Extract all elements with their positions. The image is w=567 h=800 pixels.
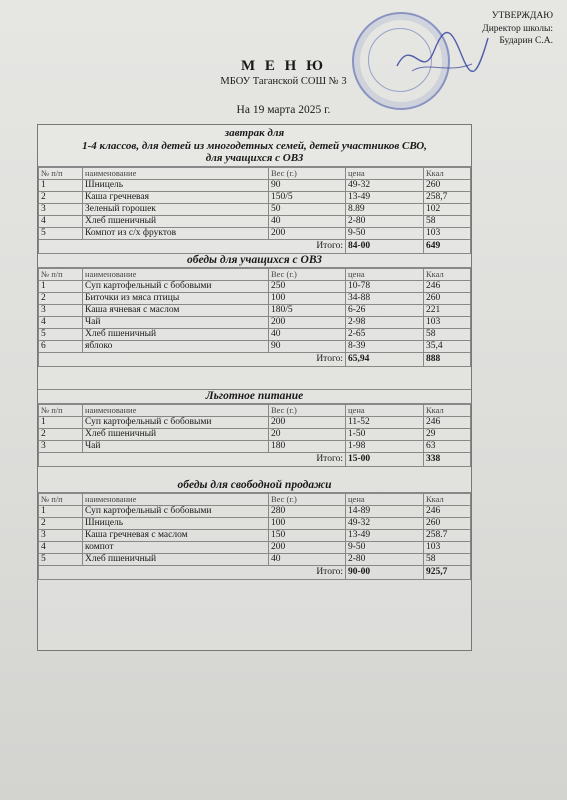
table-cell: 258.7 — [424, 529, 471, 541]
table-row — [39, 304, 471, 316]
table-cell: 11-52 — [346, 416, 424, 428]
section-title-line: завтрак для — [224, 127, 285, 139]
menu-date: На 19 марта 2025 г. — [236, 104, 331, 116]
table-cell: 200 — [269, 227, 346, 239]
table-cell: 2-98 — [346, 316, 424, 328]
table-cell: 260 — [424, 179, 471, 191]
column-header: Ккал — [424, 493, 471, 505]
table-cell: 20 — [269, 428, 346, 440]
table-cell: Биточки из мяса птицы — [83, 292, 269, 304]
section-title-line: 1-4 классов, для детей из многодетных семей, детей участников СВО, — [82, 139, 427, 152]
table-cell: 29 — [424, 428, 471, 440]
table-cell: 13-49 — [346, 529, 424, 541]
table-cell: 1 — [39, 179, 83, 191]
table-cell: 40 — [269, 553, 346, 565]
section-title-line: для учащихся с ОВЗ — [205, 152, 304, 164]
table-cell: 280 — [269, 505, 346, 517]
table-cell: 4 — [39, 215, 83, 227]
table-cell: 2 — [39, 517, 83, 529]
table-row — [39, 215, 471, 227]
column-header: цена — [346, 404, 424, 416]
table-cell: 8-39 — [346, 340, 424, 352]
table-cell: Суп картофельный с бобовыми — [83, 280, 269, 292]
table-cell: 3 — [39, 203, 83, 215]
table-cell: Чай — [83, 440, 269, 452]
table-cell: 4 — [39, 316, 83, 328]
table-cell: 9-50 — [346, 541, 424, 553]
section-gap — [38, 367, 471, 390]
table-cell: 2-65 — [346, 328, 424, 340]
total-kcal: 925,7 — [424, 565, 471, 579]
table-row — [39, 203, 471, 215]
table-cell: 58 — [424, 328, 471, 340]
table-cell: 90 — [269, 340, 346, 352]
column-header: цена — [346, 167, 424, 179]
total-row — [39, 565, 471, 579]
table-cell: 260 — [424, 292, 471, 304]
section-title — [38, 390, 471, 404]
table-row — [39, 292, 471, 304]
total-row — [39, 239, 471, 253]
table-cell: 8.89 — [346, 203, 424, 215]
table-row — [39, 280, 471, 292]
table-cell: 246 — [424, 280, 471, 292]
column-header: наименование — [83, 493, 269, 505]
total-row — [39, 452, 471, 466]
section-title — [38, 254, 471, 268]
total-price: 65,94 — [346, 352, 424, 366]
column-header: наименование — [83, 404, 269, 416]
table-cell: компот — [83, 541, 269, 553]
table-cell: 40 — [269, 328, 346, 340]
table-cell: 200 — [269, 541, 346, 553]
total-label: Итого: — [39, 239, 346, 253]
table-cell: 103 — [424, 541, 471, 553]
table-cell: 260 — [424, 517, 471, 529]
table-cell: 221 — [424, 304, 471, 316]
approval-line: Бударин С.А. — [499, 36, 553, 46]
table-cell: 90 — [269, 179, 346, 191]
total-row — [39, 352, 471, 366]
table-cell: 150 — [269, 529, 346, 541]
total-price: 84-00 — [346, 239, 424, 253]
section-gap — [38, 467, 471, 479]
table-cell: 14-89 — [346, 505, 424, 517]
table-cell: яблоко — [83, 340, 269, 352]
table-cell: 103 — [424, 227, 471, 239]
section-title — [38, 125, 471, 167]
table-cell: 200 — [269, 416, 346, 428]
table-cell: 200 — [269, 316, 346, 328]
table-row — [39, 227, 471, 239]
total-price: 15-00 — [346, 452, 424, 466]
table-cell: 2-80 — [346, 553, 424, 565]
table-cell: 103 — [424, 316, 471, 328]
school-name: МБОУ Таганской СОШ № 3 — [220, 76, 347, 87]
section-title-line: обеды для свободной продажи — [177, 478, 332, 491]
menu-title: М Е Н Ю — [241, 58, 326, 74]
table-cell: 49-32 — [346, 179, 424, 191]
table-cell: 150/5 — [269, 191, 346, 203]
table-cell: 58 — [424, 553, 471, 565]
menu-table — [38, 167, 471, 254]
table-cell: Хлеб пшеничный — [83, 553, 269, 565]
column-header: Вес (г.) — [269, 167, 346, 179]
table-cell: 50 — [269, 203, 346, 215]
approval-block — [482, 10, 553, 48]
column-header: наименование — [83, 268, 269, 280]
table-row — [39, 541, 471, 553]
table-cell: 1-50 — [346, 428, 424, 440]
menu-table — [38, 404, 471, 467]
menu-table — [38, 493, 471, 580]
table-cell: 5 — [39, 227, 83, 239]
table-cell: 35,4 — [424, 340, 471, 352]
table-row — [39, 316, 471, 328]
table-cell: 3 — [39, 304, 83, 316]
table-row — [39, 416, 471, 428]
total-kcal: 338 — [424, 452, 471, 466]
table-cell: Каша гречневая с маслом — [83, 529, 269, 541]
table-cell: 180/5 — [269, 304, 346, 316]
table-row — [39, 191, 471, 203]
table-cell: Каша гречневая — [83, 191, 269, 203]
column-header: цена — [346, 493, 424, 505]
table-cell: Зеленый горошек — [83, 203, 269, 215]
table-cell: 2 — [39, 191, 83, 203]
column-header: Ккал — [424, 268, 471, 280]
table-cell: Каша ячневая с маслом — [83, 304, 269, 316]
table-cell: Хлеб пшеничный — [83, 215, 269, 227]
table-row — [39, 440, 471, 452]
table-cell: 6 — [39, 340, 83, 352]
table-row — [39, 505, 471, 517]
table-cell: 4 — [39, 541, 83, 553]
table-row — [39, 553, 471, 565]
table-cell: 102 — [424, 203, 471, 215]
table-cell: 246 — [424, 416, 471, 428]
column-header: наименование — [83, 167, 269, 179]
table-cell: 6-26 — [346, 304, 424, 316]
table-cell: 5 — [39, 328, 83, 340]
table-cell: 13-49 — [346, 191, 424, 203]
table-cell: Шницель — [83, 179, 269, 191]
table-cell: Чай — [83, 316, 269, 328]
column-header: Вес (г.) — [269, 404, 346, 416]
table-cell: 40 — [269, 215, 346, 227]
table-cell: 2-80 — [346, 215, 424, 227]
section-title-line: обеды для учащихся с ОВЗ — [187, 253, 322, 266]
menu-table — [38, 268, 471, 367]
table-header-row — [39, 268, 471, 280]
table-cell: Суп картофельный с бобовыми — [83, 416, 269, 428]
column-header: Вес (г.) — [269, 268, 346, 280]
column-header: Ккал — [424, 167, 471, 179]
menu-sections — [37, 124, 472, 651]
table-cell: 63 — [424, 440, 471, 452]
table-cell: 1 — [39, 505, 83, 517]
table-cell: 1-98 — [346, 440, 424, 452]
table-cell: 10-78 — [346, 280, 424, 292]
table-row — [39, 529, 471, 541]
total-label: Итого: — [39, 352, 346, 366]
table-cell: 100 — [269, 517, 346, 529]
table-cell: 5 — [39, 553, 83, 565]
column-header: Вес (г.) — [269, 493, 346, 505]
table-cell: Шницель — [83, 517, 269, 529]
table-cell: 1 — [39, 280, 83, 292]
table-cell: 250 — [269, 280, 346, 292]
table-cell: 9-50 — [346, 227, 424, 239]
table-row — [39, 428, 471, 440]
column-header: Ккал — [424, 404, 471, 416]
table-cell: Хлеб пшеничный — [83, 328, 269, 340]
approval-line: УТВЕРЖДАЮ — [491, 11, 553, 21]
table-cell: 258,7 — [424, 191, 471, 203]
table-cell: 3 — [39, 440, 83, 452]
table-row — [39, 328, 471, 340]
table-row — [39, 340, 471, 352]
table-row — [39, 517, 471, 529]
table-header-row — [39, 493, 471, 505]
table-header-row — [39, 167, 471, 179]
table-cell: 3 — [39, 529, 83, 541]
column-header: № п/п — [39, 167, 83, 179]
table-cell: 58 — [424, 215, 471, 227]
table-cell: 246 — [424, 505, 471, 517]
table-cell: 100 — [269, 292, 346, 304]
total-kcal: 649 — [424, 239, 471, 253]
section-title-line: Льготное питание — [205, 389, 304, 402]
table-cell: Хлеб пшеничный — [83, 428, 269, 440]
total-label: Итого: — [39, 565, 346, 579]
table-cell: Компот из с/х фруктов — [83, 227, 269, 239]
column-header: цена — [346, 268, 424, 280]
table-cell: 2 — [39, 292, 83, 304]
table-cell: 2 — [39, 428, 83, 440]
total-label: Итого: — [39, 452, 346, 466]
total-price: 90-00 — [346, 565, 424, 579]
section-title — [38, 479, 471, 493]
table-header-row — [39, 404, 471, 416]
table-cell: 34-88 — [346, 292, 424, 304]
column-header: № п/п — [39, 404, 83, 416]
total-kcal: 888 — [424, 352, 471, 366]
column-header: № п/п — [39, 493, 83, 505]
table-cell: 49-32 — [346, 517, 424, 529]
table-cell: Суп картофельный с бобовыми — [83, 505, 269, 517]
column-header: № п/п — [39, 268, 83, 280]
table-cell: 1 — [39, 416, 83, 428]
table-cell: 180 — [269, 440, 346, 452]
table-row — [39, 179, 471, 191]
approval-line: Директор школы: — [482, 23, 553, 34]
